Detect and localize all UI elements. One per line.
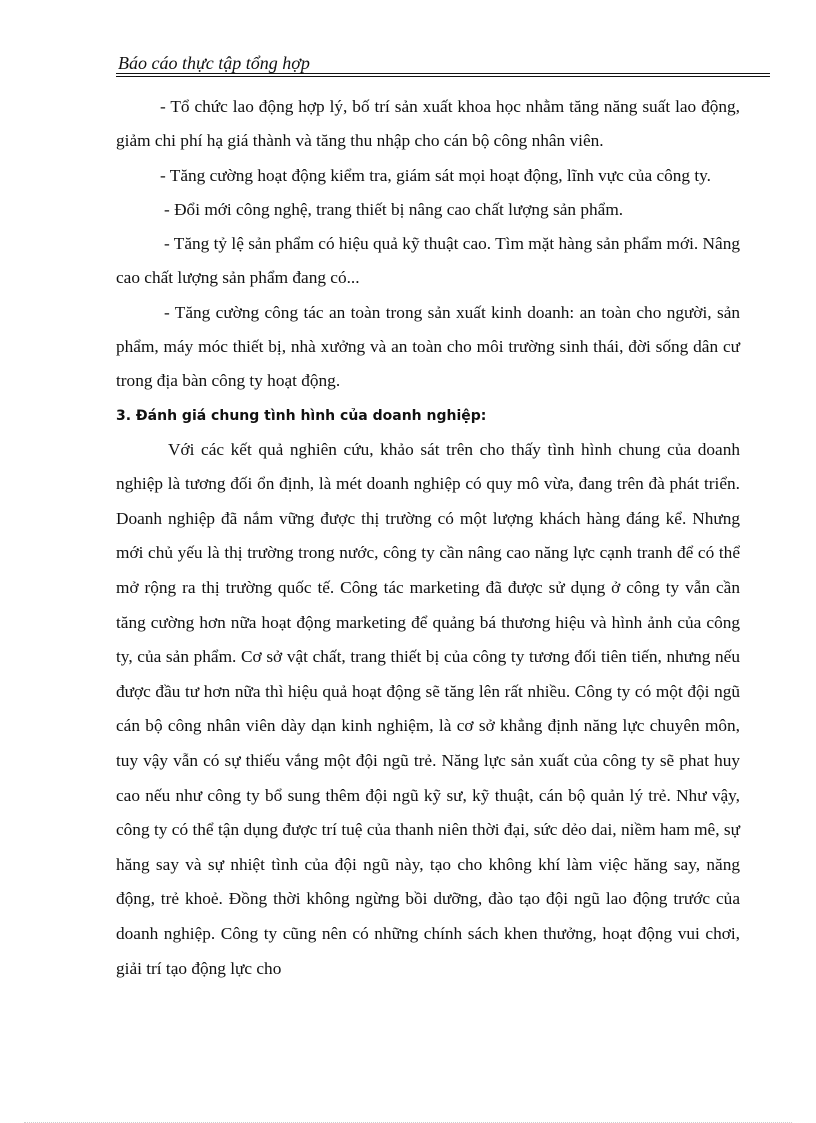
bullet-paragraph: - Tăng cường công tác an toàn trong sản xuất kinh doanh: an toàn cho người, sản phẩm, máy móc thiết bị, nhà xưởng và an toàn cho môi trường sinh thái, đời sống dân cư trong địa bàn công ty hoạt động. [116,302,740,391]
page-header [116,50,770,76]
header-rule-thick [116,73,770,74]
bullet-paragraph: - Đổi mới công nghệ, trang thiết bị nâng cao chất lượng sản phẩm. [164,199,624,219]
body-paragraph: Với các kết quả nghiên cứu, khảo sát trên cho thấy tình hình chung của doanh nghiệp là tương đối ổn định, là mét doanh nghiệp có quy mô vừa, đang trên đà phát triển. Doanh nghiệp đã nắm vững được thị trường có một lượng khách hàng đáng kể. Nhưng mới chủ yếu là thị trường trong nước, công ty cần nâng cao năng lực cạnh tranh để có thể mở rộng ra thị trường quốc tế. Công tác marketing đã được sử dụng ở công ty vẫn cần tăng cường hơn nữa hoạt động marketing để quảng bá thương hiệu và hình ảnh của công ty, của sản phẩm. Cơ sở vật chất, trang thiết bị của công ty tương đối tiên tiến, nhưng nếu được đầu tư hơn nữa thì hiệu quả hoạt động sẽ tăng lên rất nhiều. Công ty có một đội ngũ cán bộ công nhân viên dày dạn kinh nghiệm, là cơ sở khẳng định năng lực chuyên môn, tuy vậy vẫn có sự thiếu vắng một đội ngũ trẻ. Năng lực sản xuất của công ty sẽ phat huy cao nếu như công ty bổ sung thêm đội ngũ kỹ sư, kỹ thuật, cán bộ quản lý trẻ. Như vậy, công ty có thể tận dụng được trí tuệ của thanh niên thời đại, sức dẻo dai, niềm ham mê, sự hăng say và sự nhiệt tình của đội ngũ này, tạo cho không khí làm việc hăng say, năng động, trẻ khoẻ. Đồng thời không ngừng bồi dưỡng, đào tạo đội ngũ lao động trước của doanh nghiệp. Công ty cũng nên có những chính sách khen thưởng, hoạt động vui chơi, giải trí tạo động lực cho [116,439,740,978]
section-heading: 3. Đánh giá chung tình hình của doanh nghiệp: [116,407,487,424]
header-rule-thin [116,76,770,77]
bullet-paragraph: - Tăng cường hoạt động kiểm tra, giám sát mọi hoạt động, lĩnh vực của công ty. [160,165,711,185]
header-title: Báo cáo thực tập tổng hợp [118,53,310,73]
document-body [116,90,740,986]
bullet-paragraph: - Tổ chức lao động hợp lý, bố trí sản xuất khoa học nhằm tăng năng suất lao động, giảm chi phí hạ giá thành và tăng thu nhập cho cán bộ công nhân viên. [116,97,740,151]
bullet-paragraph: - Tăng tỷ lệ sản phẩm có hiệu quả kỹ thuật cao. Tìm mặt hàng sản phẩm mới. Nâng cao chất lượng sản phẩm đang có... [116,234,740,288]
